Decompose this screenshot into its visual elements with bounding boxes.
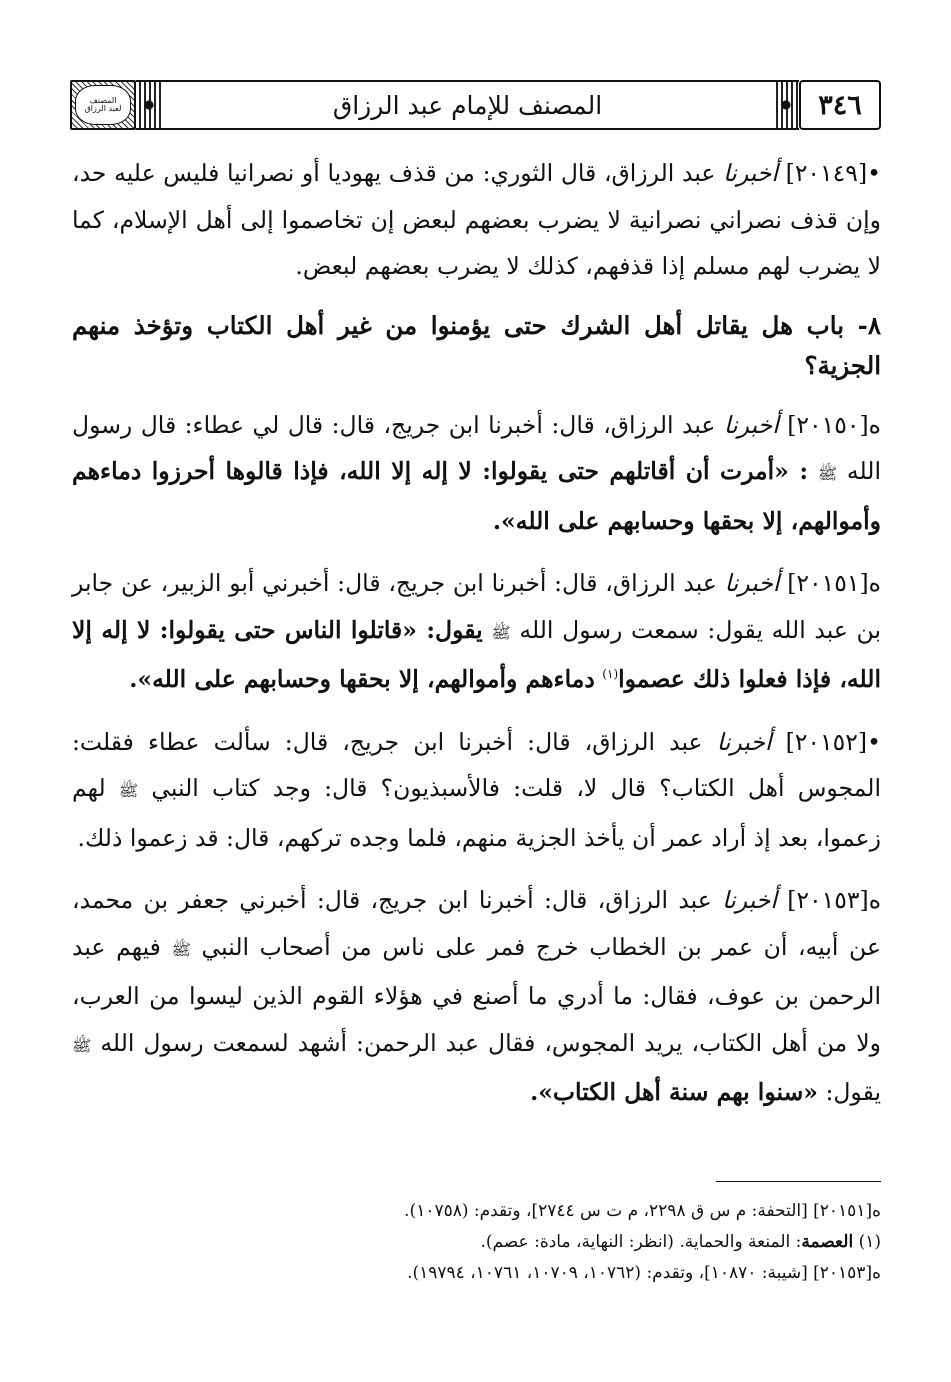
book-seal-ornament [70, 80, 136, 130]
footnote-text: : المنعة والحماية. (انظر: النهاية، مادة: عصم). [480, 1232, 802, 1252]
hadith-20151 [72, 560, 881, 703]
narration-lead: أخبرنا [722, 886, 777, 914]
running-header [70, 80, 881, 130]
footnotes [72, 1196, 881, 1289]
narration-text: فيهم عبد الرحمن بن عوف، فقال: ما أدري ما أصنع في هؤلاء القوم الذين ليسوا من العرب، ولا من أهل الكتاب، يريد المجوس، فقال عبد الرحمن: أشهد لسمعت رسول الله [72, 932, 881, 1057]
narration-lead: أخبرنا [723, 159, 778, 187]
entry-marker: ه [868, 569, 881, 597]
salutation-glyph: ﷺ [118, 781, 139, 800]
footnote-number: (١) [858, 1232, 881, 1252]
hadith-quote: : «أمرت أن أقاتلهم حتى يقولوا: لا إله إلا الله، فإذا قالوها أحرزوا دماءهم وأموالهم، إلا بحقها وحسابهم على الله». [72, 457, 881, 535]
paragraph-text: عبد الرزاق، قال الثوري: من قذف يهوديا أو نصرانيا فليس عليه حد، وإن قذف نصراني نصرانية لا يضرب بعضهم لبعض إن تخاصموا إلى أهل الإسلام، كما لا يضرب لهم مسلم إذا قذفهم، كذلك لا يضرب بعضهم لبعض. [72, 159, 881, 280]
hadith-number: [٢٠١٥٠] [787, 410, 869, 439]
footnote-1 [72, 1227, 881, 1258]
footnote-separator [716, 1181, 881, 1182]
footnote-20151 [72, 1196, 881, 1227]
narration-text: لهم زعموا، بعد إذ أراد عمر أن يأخذ الجزية منهم، فلما وجده تركهم، قال: قد زعموا ذلك. [72, 774, 881, 852]
hadith-20152 [72, 719, 881, 862]
hadith-20153 [72, 877, 881, 1116]
footnote-ref[interactable]: (١) [602, 667, 619, 682]
entry-marker: ه [868, 886, 881, 914]
salutation-glyph: ﷺ [817, 464, 838, 483]
salutation-glyph-2: ﷺ [72, 1035, 92, 1055]
footnote-text: [٢٠١٥١] [التحفة: م س ق ٢٢٩٨، م ت س ٢٧٤٤]، وتقدم: (١٠٧٥٨). [404, 1201, 873, 1221]
chapter-heading: ٨- باب هل يقاتل أهل الشرك حتى يؤمنوا من غير أهل الكتاب وتؤخذ منهم الجزية؟ [72, 310, 881, 380]
main-text [72, 150, 881, 1132]
footnote-20153 [72, 1258, 881, 1289]
narration-lead: أخبرنا [716, 727, 772, 756]
footnote-text: [٢٠١٥٣] [شيبة: ١٠٨٧٠]، وتقدم: (١٠٧٦٢، ١٠٧٠٩، ١٠٧٦١، ١٩٧٩٤). [407, 1263, 873, 1283]
narration-text-2: يقول: [825, 1078, 881, 1106]
footnote-marker: ه [872, 1263, 881, 1283]
hadith-number: [٢٠١٥٢] [785, 727, 868, 756]
page-number: ٣٤٦ [799, 80, 881, 130]
book-title: المصنف للإمام عبد الرزاق [162, 80, 773, 130]
isnad-text: عبد الرزاق، قال: أخبرنا ابن جريج، قال: سألت عطاء فقلت: المجوس أهل الكتاب؟ قال لا، قلت: فالأسبذيون؟ قال: وجد كتاب النبي [72, 727, 881, 802]
header-ornament-right [773, 80, 799, 130]
isnad-text: عبد الرزاق، قال: أخبرنا ابن جريج، قال: أخبرني أبو الزبير، عن جابر بن عبد الله يقول: سمعت رسول الله [72, 569, 881, 644]
seal-text-bottom: لعبد الرزاق [84, 104, 122, 113]
hadith-number: [٢٠١٤٩] [785, 159, 868, 187]
entry-marker: • [867, 159, 881, 187]
footnote-marker: ه [872, 1201, 881, 1221]
hadith-quote-part-a: يقول: «قاتلوا الناس حتى يقولوا: لا إله إلا الله، فإذا فعلوا ذلك عصموا [72, 615, 881, 693]
seal-text-top: المصنف [89, 96, 117, 105]
salutation-glyph: ﷺ [491, 622, 511, 642]
hadith-number: [٢٠١٥٣] [787, 886, 869, 914]
hadith-20150 [72, 402, 881, 545]
paragraph-20149 [72, 150, 881, 290]
isnad-text: عبد الرزاق، قال: أخبرنا ابن جريج، قال: قال لي عطاء: قال رسول الله [72, 410, 881, 485]
salutation-glyph: ﷺ [171, 939, 191, 959]
hadith-number: [٢٠١٥١] [787, 569, 869, 597]
isnad-text: عبد الرزاق، قال: أخبرنا ابن جريج، قال: أخبرني جعفر بن محمد، عن أبيه، أن عمر بن الخطاب خرج فمر على ناس من أصحاب النبي [72, 886, 881, 961]
narration-lead: أخبرنا [724, 569, 780, 597]
footnote-keyword: العصمة [801, 1232, 854, 1252]
entry-marker: • [867, 727, 881, 756]
entry-marker: ه [868, 410, 881, 439]
narration-lead: أخبرنا [723, 410, 779, 439]
hadith-quote-part-b: دماءهم وأموالهم، إلا بحقها وحسابهم على الله». [129, 665, 595, 693]
seal-inner [75, 85, 131, 125]
header-ornament-left [136, 80, 162, 130]
hadith-quote: «سنوا بهم سنة أهل الكتاب». [530, 1078, 818, 1106]
